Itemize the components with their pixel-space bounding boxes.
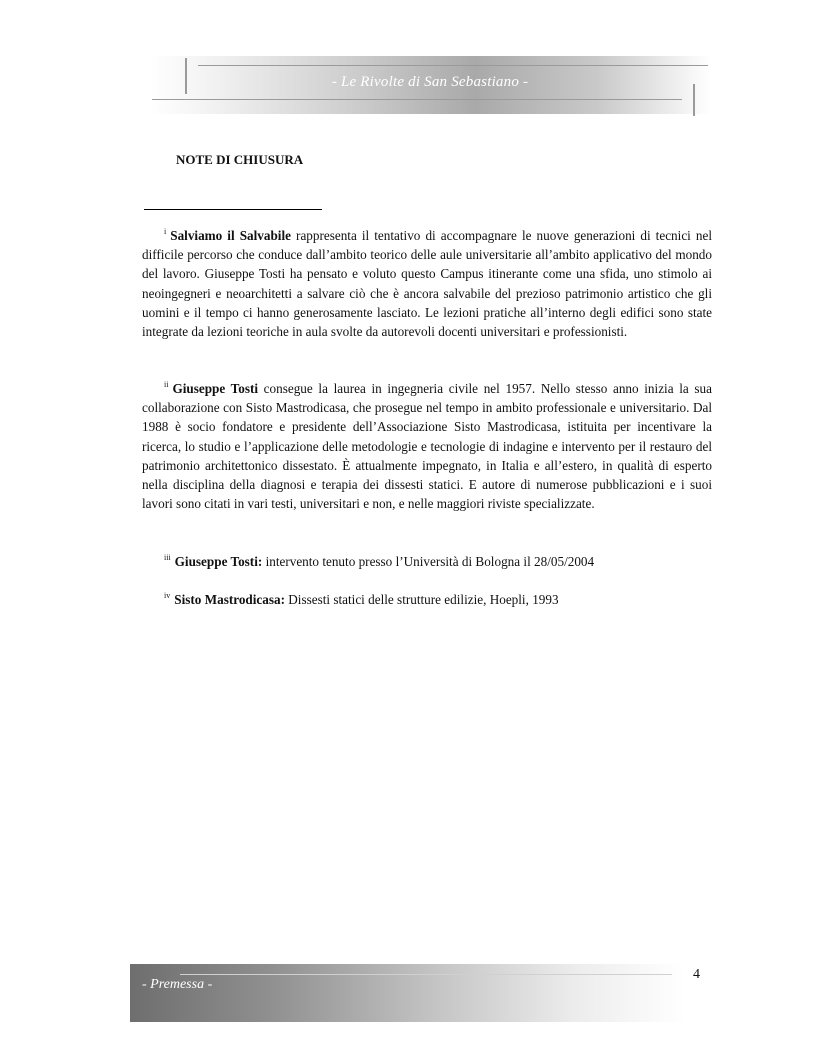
footnote-separator-rule <box>144 209 322 210</box>
endnote-text: rappresenta il tentativo di accompagnare le nuove generazioni di tecnici nel difficile percorso che conduce dall’ambito teorico delle aule universitarie all’ambito applicativo del mondo del lavoro. Giuseppe Tosti ha pensato e voluto questo Campus itinerante come una sfida, uno stimolo ai neoingegneri e neoarchitetti a salvare ciò che è ancora salvabile del prezioso patrimonio artistico che gli uomini e il tempo ci hanno generosamente lasciato. Le lezioni pratiche all’interno degli edifici sono state integrate da lezioni teoriche in aula svolte da autorevoli docenti universitari e professionisti. <box>142 228 712 340</box>
header-rule-bottom <box>152 99 682 100</box>
footer-rule <box>180 974 672 975</box>
endnote-text: Dissesti statici delle strutture edilizie, Hoepli, 1993 <box>284 592 559 607</box>
endnote-term: Giuseppe Tosti: <box>174 554 263 569</box>
endnote-3 <box>142 552 712 571</box>
endnote-marker: ii <box>164 380 169 389</box>
endnote-marker: i <box>164 227 167 236</box>
running-footer-title: - Premessa - <box>142 977 213 992</box>
endnote-term: Sisto Mastrodicasa: <box>174 592 285 607</box>
endnote-2 <box>142 379 712 513</box>
endnote-term: Giuseppe Tosti <box>172 381 259 396</box>
endnote-marker: iv <box>164 591 171 600</box>
header-rule-top <box>198 65 708 66</box>
endnote-text: intervento tenuto presso l’Università di Bologna il 28/05/2004 <box>262 554 595 569</box>
endnote-term: Salviamo il Salvabile <box>170 228 291 243</box>
endnote-marker: iii <box>164 553 171 562</box>
endnote-1 <box>142 226 712 341</box>
endnote-text: consegue la laurea in ingegneria civile nel 1957. Nello stesso anno inizia la sua collaborazione con Sisto Mastrodicasa, che prosegue nel tempo in ambito professionale e universitario. Dal 1988 è socio fondatore e presidente dell’Associazione Sisto Mastrodicasa, istituita per incentivare la ricerca, lo studio e l’applicazione delle metodologie e tecnologie di indagine e intervento per il restauro del patrimonio architettonico dissestato. È attualmente impegnato, in Italia e all’estero, in qualità di esperto nella disciplina della diagnosi e terapia dei dissesti statici. E autore di numerose pubblicazioni e i suoi lavori sono citati in vari testi, universitari e non, e nelle maggiori riviste specializzate. <box>142 381 713 512</box>
section-title: NOTE DI CHIUSURA <box>176 152 304 167</box>
page-number: 4 <box>693 967 700 982</box>
footer-band <box>130 964 685 1022</box>
endnote-4 <box>142 590 712 609</box>
running-header-title: - Le Rivolte di San Sebastiano - <box>331 74 529 90</box>
